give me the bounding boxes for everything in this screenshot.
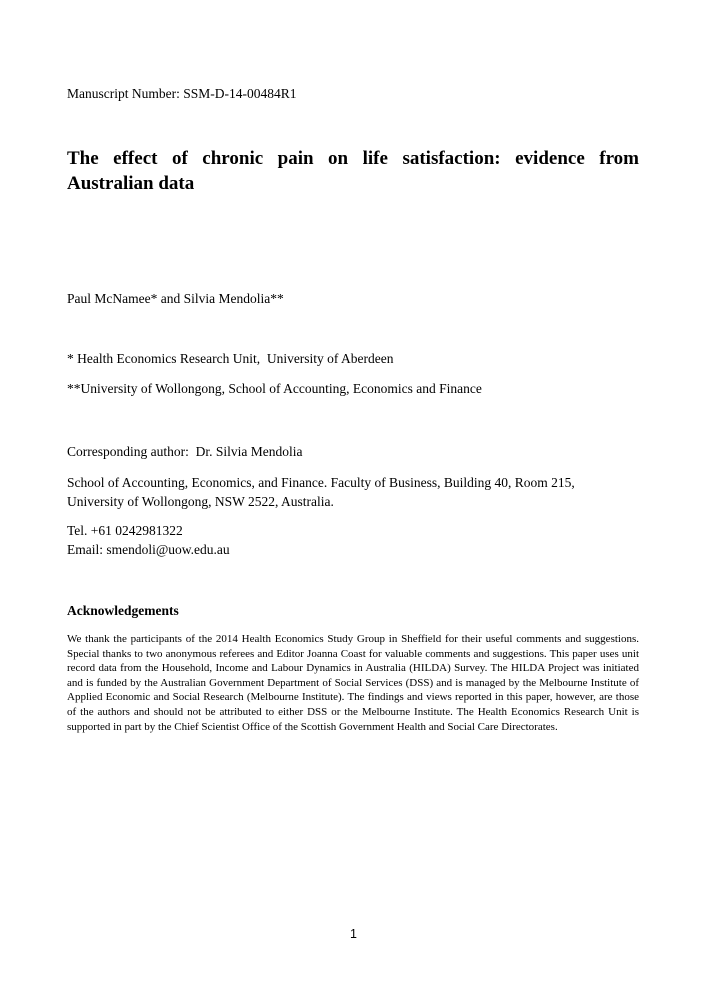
postal-address: School of Accounting, Economics, and Finance. Faculty of Business, Building 40, Room 215, University of Wollongong, NSW 2522, Australia. bbox=[67, 475, 575, 509]
affiliation-1: * Health Economics Research Unit, University of Aberdeen bbox=[67, 351, 394, 366]
manuscript-number: Manuscript Number: SSM-D-14-00484R1 bbox=[67, 86, 297, 101]
telephone: Tel. +61 0242981322 bbox=[67, 523, 183, 538]
author-list: Paul McNamee* and Silvia Mendolia** bbox=[67, 291, 284, 306]
email-address: Email: smendoli@uow.edu.au bbox=[67, 542, 230, 557]
paper-title: The effect of chronic pain on life satisfaction: evidence from Australian data bbox=[67, 148, 639, 194]
affiliation-2: **University of Wollongong, School of Accounting, Economics and Finance bbox=[67, 381, 482, 396]
page-number: 1 bbox=[350, 927, 357, 941]
corresponding-author: Corresponding author: Dr. Silvia Mendolia bbox=[67, 444, 303, 459]
acknowledgements-text: We thank the participants of the 2014 Health Economics Study Group in Sheffield for their useful comments and suggestions. Special thanks to two anonymous referees and Editor Joanna Coast for valuable comments and suggestions. This paper uses unit record data from the Household, Income and Labour Dynamics in Australia (HILDA) Survey. The HILDA Project was initiated and is funded by the Australian Government Department of Social Services (DSS) and is managed by the Melbourne Institute of Applied Economic and Social Research (Melbourne Institute). The findings and views reported in this paper, however, are those of the authors and should not be attributed to either DSS or the Melbourne Institute. The Health Economics Research Unit is supported in part by the Chief Scientist Office of the Scottish Government Health and Social Care Directorates. bbox=[67, 633, 639, 733]
acknowledgements-heading: Acknowledgements bbox=[67, 603, 179, 618]
